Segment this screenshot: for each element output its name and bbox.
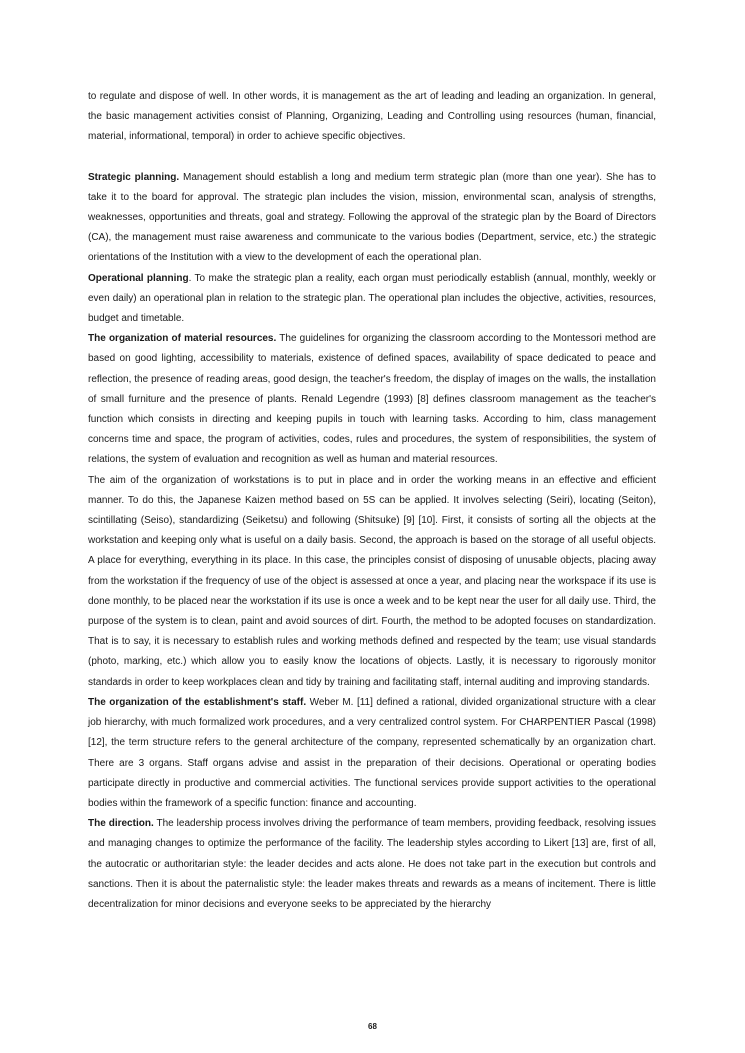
paragraph-strategic-planning xyxy=(88,168,656,269)
paragraph-text: The aim of the organization of workstations is to put in place and in order the working means in an effective and efficient manner. To do this, the Japanese Kaizen method based on 5S can be applied. It involves selecting (Seiri), locating (Seiton), scintillating (Seiso), standardizing (Seiketsu) and following (Shitsuke) [9] [10]. First, it consists of sorting all the objects at the workstation and keeping only what is useful on a daily basis. Second, the approach is based on the storage of all useful objects. A place for everything, everything in its place. In this case, the principles consist of disposing of unusable objects, placing away from the workstation if the frequency of use of the object is assessed at once a year, and placing near the workspace if its use is done monthly, to be placed near the workstation if its use is once a week and to be kept near the user for all daily use. Third, the purpose of the system is to clean, paint and avoid sources of dirt. Fourth, the method to be adopted focuses on standardization. That is to say, it is necessary to establish rules and working methods defined and respected by the team; use visual standards (photo, marking, etc.) which allow you to easily know the locations of objects. Lastly, it is necessary to rigorously monitor standards in order to keep workplaces clean and tidy by training and facilitating staff, internal auditing and improving standards. xyxy=(88,474,656,688)
paragraph-text: The leadership process involves driving the performance of team members, providing feedback, resolving issues and managing changes to optimize the performance of the facility. The leadership styles according to Likert [13] are, first of all, the autocratic or authoritarian style: the leader decides and acts alone. He does not take part in the execution but controls and sanctions. Then it is about the paternalistic style: the leader makes threats and rewards as a means of incitement. There is little decentralization for minor decisions and everyone seeks to be appreciated by the hierarchy xyxy=(88,818,656,910)
paragraph-management-intro xyxy=(88,87,656,148)
paragraph-heading: The organization of the establishment's staff. xyxy=(88,696,307,708)
paragraph-staff-organization xyxy=(88,693,656,814)
paragraph-text: The guidelines for organizing the classroom according to the Montessori method are based on good lighting, accessibility to materials, existence of defined spaces, availability of space dedicated to peace and reflection, the presence of reading areas, good design, the teacher's freedom, the display of images on the walls, the installation of small furniture and the presence of plants. Renald Legendre (1993) [8] defines classroom management as the teacher's function which consists in directing and keeping pupils in touch with learning tasks. According to him, class management concerns time and space, the program of activities, codes, rules and procedures, the system of responsibilities, the system of relations, the system of evaluation and recognition as well as human and material resources. xyxy=(88,333,656,466)
paragraph-text: Management should establish a long and medium term strategic plan (more than one year). She has to take it to the board for approval. The strategic plan includes the vision, mission, environmental scan, analysis of strengths, weaknesses, opportunities and threats, goal and strategy. Following the approval of the strategic plan by the Board of Directors (CA), the management must raise awareness and communicate to the various bodies (Department, service, etc.) the strategic orientations of the Institution with a view to the development of each the operational plan. xyxy=(88,171,656,264)
paragraph-operational-planning xyxy=(88,269,656,330)
paragraph-heading: Operational planning xyxy=(88,272,189,284)
paragraph-material-resources xyxy=(88,329,656,470)
paragraph-heading: The organization of material resources. xyxy=(88,333,277,345)
page-number: 68 xyxy=(368,1022,377,1031)
paragraph-text: to regulate and dispose of well. In other words, it is management as the art of leading and leading an organization. In general, the basic management activities consist of Planning, Organizing, Leading and Controlling using resources (human, financial, material, informational, temporal) in order to achieve specific objectives. xyxy=(88,91,656,143)
body-text xyxy=(88,87,656,915)
paragraph-heading: Strategic planning. xyxy=(88,171,180,183)
paragraph-text: Weber M. [11] defined a rational, divided organizational structure with a clear job hierarchy, with much formalized work procedures, and a very centralized control system. For CHARPENTIER Pascal (1998) [12], the term structure refers to the general architecture of the company, represented schematically by an organization chart. There are 3 organs. Staff organs advise and assist in the preparation of their decisions. Operational or operating bodies participate directly in productive and commercial activities. The functional services provide support activities to the operational bodies within the framework of a specific function: finance and accounting. xyxy=(88,696,656,809)
paragraph-direction xyxy=(88,814,656,915)
paragraph-text: . To make the strategic plan a reality, each organ must periodically establish (annual, monthly, weekly or even daily) an operational plan in relation to the strategic plan. The operational plan includes the objective, activities, resources, budget and timetable. xyxy=(88,272,656,325)
paragraph-workstations xyxy=(88,471,656,693)
paragraph-heading: The direction. xyxy=(88,818,154,830)
